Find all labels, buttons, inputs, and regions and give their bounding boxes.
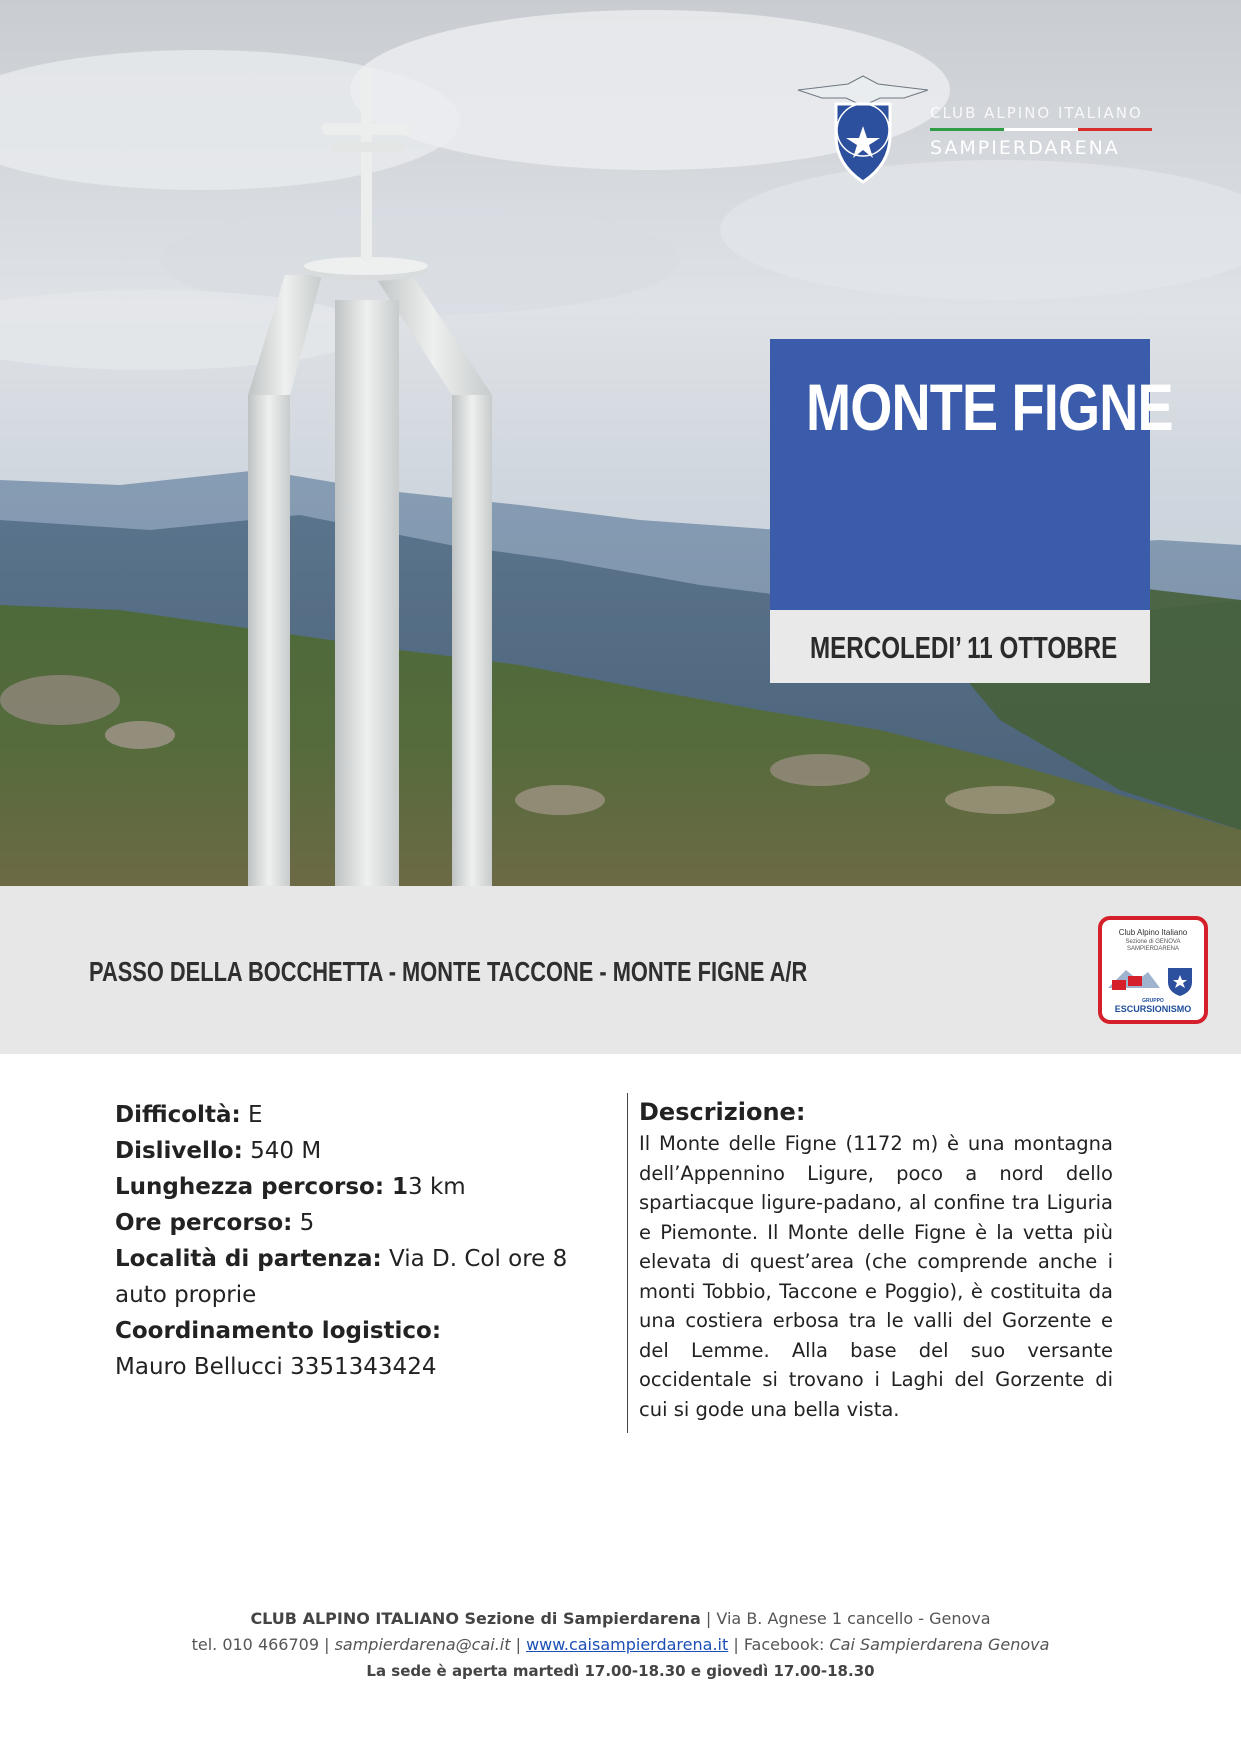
logo-club-name: CLUB ALPINO ITALIANO <box>930 104 1143 122</box>
badge-org: Club Alpino Italiano <box>1118 928 1188 937</box>
info-hours: Ore percorso: 5 <box>115 1210 315 1236</box>
italian-flag-stripe <box>930 128 1152 131</box>
badge-group-name: ESCURSIONISMO <box>1114 1004 1192 1014</box>
footer-website-link[interactable]: www.caisampierdarena.it <box>526 1635 729 1654</box>
info-coord-value: Mauro Bellucci 3351343424 <box>115 1354 437 1380</box>
info-length: Lunghezza percorso: 13 km <box>115 1174 466 1200</box>
footer-contacts: tel. 010 466709 | sampierdarena@cai.it | www.caisampierdarena.it | Facebook: Cai Sampierdarena Genova <box>191 1635 1050 1654</box>
info-start: Località di partenza: Via D. Col ore 8 <box>115 1246 568 1272</box>
description-text: Il Monte delle Figne (1172 m) è una montagna dell’Appennino Ligure, poco a nord dello spartiacque ligure-padano, al confine tra Liguria e Piemonte. Il Monte delle Figne è la vetta più elevata di quest’area (che comprende anche i monti Tobbio, Taccone e Poggio), è costituita da una costiera erbosa tra le valli del Gorzente e del Lemme. Alla base del suo versante occidentale si trovano i Laghi del Gorzente di cui si gode una bella vista. <box>639 1132 1113 1421</box>
footer-facebook: Cai Sampierdarena Genova <box>829 1635 1050 1654</box>
route-title: PASSO DELLA BOCCHETTA - MONTE TACCONE - MONTE FIGNE A/R <box>89 956 808 987</box>
column-divider <box>627 1093 628 1433</box>
date-box <box>770 610 1150 683</box>
info-list <box>115 1097 615 1385</box>
description-heading: Descrizione: <box>639 1098 806 1126</box>
info-elevation: Dislivello: 540 M <box>115 1138 322 1164</box>
badge-section: Sezione di GENOVA <box>1125 939 1181 945</box>
info-start-2: auto proprie <box>115 1282 257 1308</box>
badge-section-name: SAMPIERDARENA <box>1126 946 1179 952</box>
title-box <box>770 339 1173 610</box>
cai-eagle-emblem-icon <box>796 74 930 186</box>
info-difficulty: Difficoltà: E <box>115 1102 263 1128</box>
event-date: MERCOLEDI’ 11 OTTOBRE <box>810 630 1118 665</box>
cai-sampierdarena-logo <box>796 74 1156 186</box>
route-band <box>0 886 1241 1054</box>
badge-group: GRUPPO <box>1142 998 1164 1004</box>
description <box>639 1097 1113 1424</box>
info-coord-label: Coordinamento logistico: <box>115 1318 442 1344</box>
logo-section-name: SAMPIERDARENA <box>930 137 1120 159</box>
page-title: MONTE FIGNE <box>806 370 1173 444</box>
footer-opening-hours: La sede è aperta martedì 17.00-18.30 e giovedì 17.00-18.30 <box>366 1662 875 1680</box>
footer <box>0 1606 1241 1684</box>
mountain-flags-icon <box>1108 958 1198 998</box>
footer-email[interactable]: sampierdarena@cai.it <box>334 1635 511 1654</box>
escursionismo-badge <box>1098 916 1208 1024</box>
footer-org: CLUB ALPINO ITALIANO Sezione di Sampierdarena | Via B. Agnese 1 cancello - Genova <box>250 1609 991 1628</box>
